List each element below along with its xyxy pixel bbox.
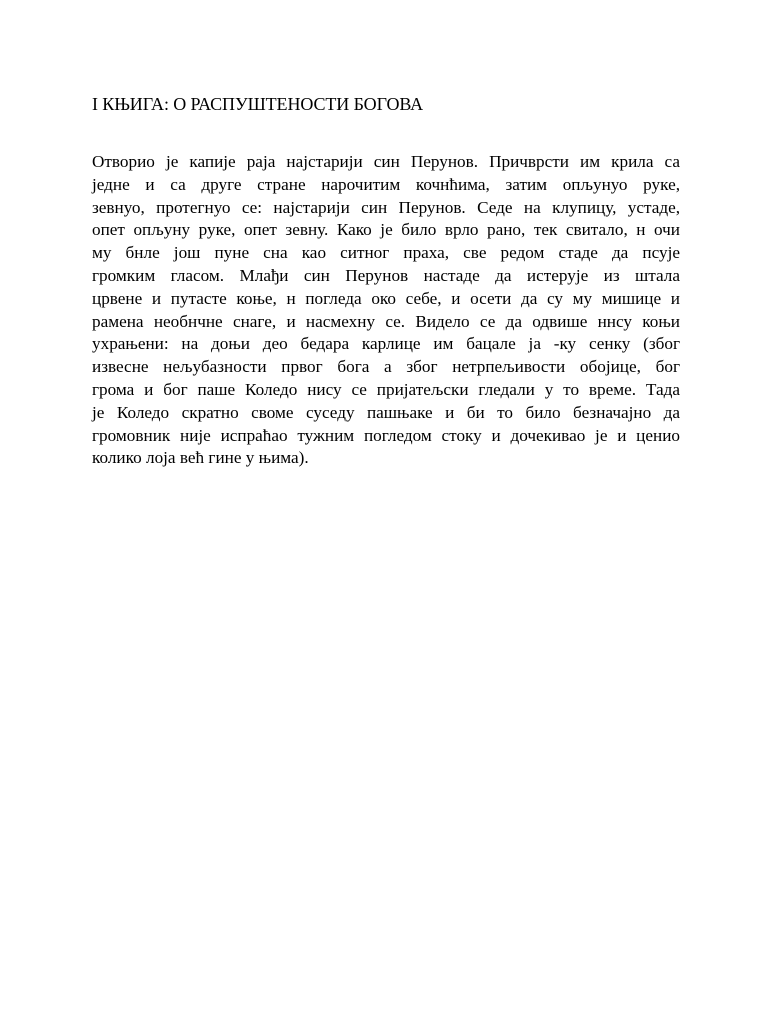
paragraph-line: громким гласом. Млађи син Перунов настаде да истерује из штала [92,265,680,285]
paragraph-line: је Коледо скратно своме суседу пашњаке и би то било безначајно да [92,402,680,422]
paragraph-line: извесне нељубазности првог бога а због нетрпељивости обојице, бог [92,357,680,377]
paragraph-line: рамена необнчне снаге, и насмехну се. Видело се да одвише ннсу коњи [92,311,680,331]
paragraph-line: опет опљуну руке, опет зевну. Како је било врло рано, тек свитало, н очи [92,220,680,240]
body-paragraph [92,151,680,470]
paragraph-line: зевнуо, протегнуо се: најстарији син Перунов. Седе на клупицу, устаде, [92,197,680,217]
paragraph-line: громовник није испраћао тужним погледом стоку и дочекивао је и ценио [92,425,680,445]
paragraph-line: ухрањени: на доњи део бедара карлице им бацале ја -ку сенку (због [92,334,680,354]
paragraph-line: Отворио је капије раја најстарији син Перунов. Причврсти им крила са [92,152,680,171]
paragraph-line: грома и бог паше Коледо нису се пријатељски гледали у то време. Тада [92,379,680,399]
paragraph-line: једне и са друге стране нарочитим кочнћима, затим опљунуо руке, [92,174,680,194]
paragraph-line: црвене и путасте коње, н погледа око себе, и осети да су му мишице и [92,288,680,308]
paragraph-line: колико лоја већ гине у њима). [92,448,309,468]
chapter-heading: I КЊИГА: О РАСПУШТЕНОСТИ БОГОВА [92,94,424,114]
paragraph-line: му бнле још пуне сна као ситног праха, све редом стаде да псује [92,243,680,263]
